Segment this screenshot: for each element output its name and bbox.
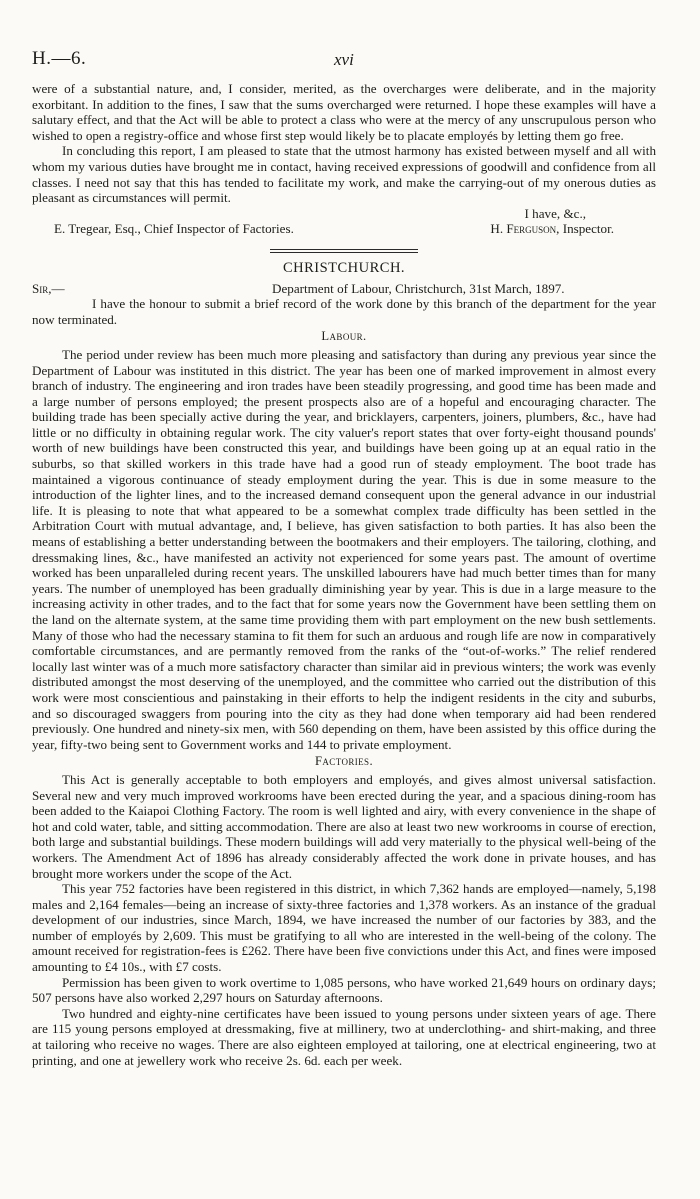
factories-heading: Factories.	[315, 754, 373, 769]
factories-paragraph-4: Two hundred and eighty-nine certificates have been issued to young persons under sixteen years of age. There are 115 young persons employed at dressmaking, five at millinery, two at underclothing- and shirt-making, and three at tailoring who receive no wages. There are also eighteen employed at tailoring, one at electrical engineering, two at printing, and one at jewellery work who receive 2s. 6d. each per week.	[32, 1005, 656, 1068]
factories-paragraph-1: This Act is generally acceptable to both employers and employés, and gives almost universal satisfaction. Several new and very much improved workrooms have been erected during the year, and a spacious dining-room has been added to the Kaiapoi Clothing Factory. The room is well lighted and airy, with every convenience in the shape of hot and cold water, table, and sitting accommodation. There are also at least two new workrooms in course of erection, both large and substantial buildings. These modern buildings will add very materially to the physical well-being of the workers. The Amendment Act of 1896 has already considerably affected the work done in private houses, and has brought more workers under the scope of the Act.	[32, 771, 656, 881]
labour-heading: Labour.	[321, 329, 367, 344]
signatory-name: H. Ferguson	[490, 221, 557, 237]
factories-paragraph-2: This year 752 factories have been registered in this district, in which 7,362 hands are employed—namely, 5,198 males and 2,164 females—being an increase of sixty-three factories and 1,378 workers. As an instance of the gradual development of our industries, since March, 1894, we have increased the number of our factories by 383, and the number of employés by 2,609. This must be gratifying to all who are interested in the well-being of the colony. The amount received for registration-fees is £262. There have been five convictions under this Act, and fines were imposed amounting to £4 10s., with £7 costs.	[32, 881, 656, 975]
factories-paragraph-3: Permission has been given to work overtime to 1,085 persons, who have worked 21,649 hours on ordinary days; 507 persons have also worked 2,297 hours on Saturday afternoons.	[32, 974, 656, 1006]
opening-paragraph: I have the honour to submit a brief record of the work done by this branch of the department for the year now terminated.	[32, 296, 656, 327]
body-text	[32, 81, 656, 1068]
signature-line	[32, 221, 656, 237]
dateline: Department of Labour, Christchurch, 31st March, 1897.	[272, 280, 565, 296]
salutation-line	[32, 281, 656, 297]
intro-paragraph: were of a substantial nature, and, I consider, merited, as the overcharges were deliberate, and in the majority exorbitant. In addition to the fines, I saw that the sums overcharged were returned. I hope these examples will have a salutary effect, and that the Act will be able to protect a class who were at the mercy of any unscrupulous person who wished to open a registry-office and whose first step would likely be to placate employés by letting them go free.	[32, 81, 656, 143]
closing-line	[32, 206, 656, 222]
concluding-paragraph: In concluding this report, I am pleased to state that the utmost harmony has existed between myself and all with whom my various duties have brought me in contact, having received expressions of goodwill and confidence from all classes. I need not say that this has tended to facilitate my work, and make the carrying-out of my onerous duties as pleasant as circumstances will permit.	[32, 143, 656, 206]
page-number: xvi	[334, 50, 354, 69]
signatory	[490, 221, 614, 237]
section-title: CHRISTCHURCH.	[282, 259, 406, 276]
closing-formula: I have, &c.,	[524, 205, 586, 221]
labour-paragraph: The period under review has been much more pleasing and satisfactory than during any previous year since the Department of Labour was instituted in this district. The year has been one of marked improvement in almost every branch of industry. The engineering and iron trades have been steadily progressing, and good time has been made and a large number of persons employed; the present prospects also are of a hopeful and encouraging character. The building trade has been specially active during the year, and bricklayers, carpenters, joiners, plumbers, &c., have had little or no difficulty in obtaining regular work. The city valuer's report states that over forty-eight thousand pounds' worth of new buildings have been constructed this year, and buildings have been going up at an equal ratio in the suburbs, so that skilled workers in this trade have had a good run of steady employment. The boot trade has maintained a vigorous continuance of steady employment during the year. This is due in some measure to the introduction of the lighter lines, and to the increased demand consequent upon the general advance in our industrial life. It is pleasing to note that what appeared to be a somewhat complex trade difficulty has been settled in the Arbitration Court with mutual advantage, and, I believe, has given satisfaction to both parties. It has also been the means of establishing a better understanding between the bootmakers and their employers. The tailoring, clothing, and dressmaking lines, &c., have manifested an activity not experienced for some years past. The amount of overtime worked has been unparalleled during recent years. The unskilled labourers have had much better times than for many years. The number of unemployed has been gradually diminishing year by year. This is due in a large measure to the increasing activity in other trades, and to the fact that for some years now the Government have been settling them on the land on the alternate system, at the same time providing them with part employment on the new bush settlements. Many of those who had the necessary stamina to fit them for such an arduous and rough life are now in comparatively comfortable circumstances, and are permantly removed from the ranks of the “out-of-works.” The relief rendered locally last winter was of a much more satisfactory character than similar aid in previous winters; the work was evenly distributed amongst the most deserving of the unemployed, and the committee who carried out the distribution of this work were most conscientious and painstaking in their efforts to help the indigent residents in the city and suburbs, and so discouraged swaggers from pouring into the city as they had done when temporary aid had been rendered previously. One hundred and ninety-six men, with 560 depending on them, have been assisted by this office during the year, fifty-two being sent to Government works and 144 to private employment.	[32, 346, 656, 752]
addressee: E. Tregear, Esq., Chief Inspector of Factories.	[54, 221, 294, 237]
signatory-title: , Inspector.	[556, 221, 614, 237]
salutation: Sir,—	[32, 280, 65, 296]
report-reference: H.—6.	[32, 48, 87, 69]
section-divider	[270, 249, 418, 253]
